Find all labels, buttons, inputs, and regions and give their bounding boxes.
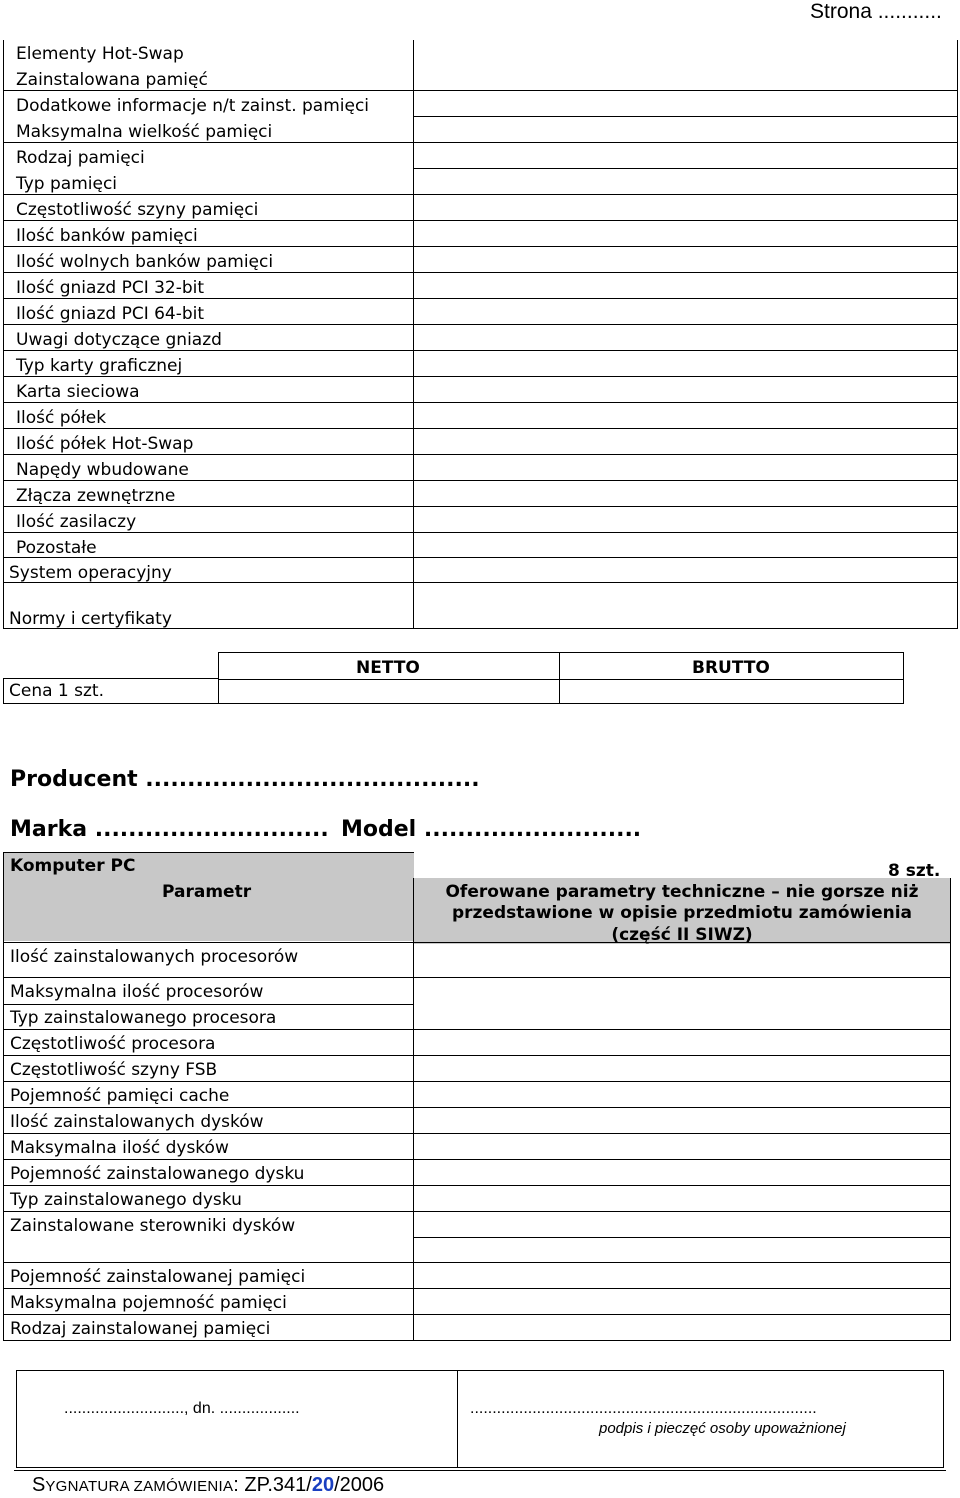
spec-row-label: Ilość gniazd PCI 64-bit bbox=[16, 304, 205, 324]
page-number-label: Strona ........... bbox=[810, 0, 942, 23]
spec-row-label: Złącza zewnętrzne bbox=[16, 486, 176, 506]
spec-row-label: Częstotliwość szyny pamięci bbox=[16, 200, 259, 220]
spec-row-label: Pozostałe bbox=[16, 538, 97, 558]
spec-row-label: Rodzaj zainstalowanej pamięci bbox=[10, 1319, 271, 1339]
spec-row-label: Ilość gniazd PCI 32-bit bbox=[16, 278, 205, 298]
spec-row-label: Dodatkowe informacje n/t zainst. pamięci bbox=[16, 96, 370, 116]
spec-row-label: Maksymalna wielkość pamięci bbox=[16, 122, 273, 142]
model-line: Model .......................... bbox=[341, 817, 642, 842]
spec-row-label: Normy i certyfikaty bbox=[9, 609, 172, 629]
spec-row-label: Ilość zainstalowanych procesorów bbox=[10, 947, 299, 967]
footer-prefix-initial: S bbox=[32, 1474, 46, 1496]
spec-row-label: Pojemność pamięci cache bbox=[10, 1086, 230, 1106]
offer-header-line: przedstawione w opisie przedmiotu zamówienia bbox=[451, 903, 913, 923]
spec-row-label: Napędy wbudowane bbox=[16, 460, 189, 480]
quantity-label: 8 szt. bbox=[888, 861, 941, 881]
spec-row-label: Zainstalowane sterowniki dysków bbox=[10, 1216, 296, 1236]
table-title: Komputer PC bbox=[10, 856, 136, 876]
netto-header: NETTO bbox=[356, 658, 420, 678]
spec-row-label: Rodzaj pamięci bbox=[16, 148, 145, 168]
order-signature-footer bbox=[32, 1474, 384, 1498]
spec-row-label: System operacyjny bbox=[9, 563, 172, 583]
spec-row-label: Typ karty graficznej bbox=[16, 356, 183, 376]
marka-line: Marka ............................ bbox=[10, 817, 329, 842]
footer-ref: : ZP.341/ bbox=[233, 1474, 312, 1496]
spec-row-label: Ilość półek bbox=[16, 408, 107, 428]
spec-row-label: Maksymalna ilość dysków bbox=[10, 1138, 229, 1158]
footer-year: /2006 bbox=[334, 1474, 385, 1496]
spec-row-label: Ilość wolnych banków pamięci bbox=[16, 252, 274, 272]
footer-number: 20 bbox=[311, 1474, 335, 1496]
spec-row-label: Ilość półek Hot-Swap bbox=[16, 434, 194, 454]
signature-caption: podpis i pieczęć osoby upoważnionej bbox=[599, 1420, 846, 1437]
producent-line: Producent ........................................ bbox=[10, 767, 480, 792]
signature-dots: .............................................................................. bbox=[470, 1400, 817, 1417]
spec-row-label: Maksymalna ilość procesorów bbox=[10, 982, 264, 1002]
spec-row-label: Ilość zasilaczy bbox=[16, 512, 137, 532]
offer-header-line: (część II SIWZ) bbox=[611, 925, 753, 945]
brutto-header: BRUTTO bbox=[692, 658, 770, 678]
spec-row-label: Ilość zainstalowanych dysków bbox=[10, 1112, 264, 1132]
spec-row-label: Typ zainstalowanego dysku bbox=[10, 1190, 242, 1210]
price-label: Cena 1 szt. bbox=[9, 681, 104, 701]
place-date-field: ..........................., dn. .................. bbox=[64, 1400, 300, 1417]
spec-row-label: Pojemność zainstalowanego dysku bbox=[10, 1164, 305, 1184]
spec-row-label: Częstotliwość procesora bbox=[10, 1034, 216, 1054]
spec-row-label: Zainstalowana pamięć bbox=[16, 70, 208, 90]
spec-row-label: Częstotliwość szyny FSB bbox=[10, 1060, 218, 1080]
footer-prefix-rest: YGNATURA ZAMÓWIENIA bbox=[45, 1478, 234, 1495]
spec-row-label: Uwagi dotyczące gniazd bbox=[16, 330, 222, 350]
spec-row-label: Pojemność zainstalowanej pamięci bbox=[10, 1267, 306, 1287]
spec-row-label: Ilość banków pamięci bbox=[16, 226, 198, 246]
offer-header-line: Oferowane parametry techniczne – nie gorsze niż bbox=[445, 882, 919, 902]
spec-row-label: Elementy Hot-Swap bbox=[16, 44, 184, 64]
spec-row-label: Typ pamięci bbox=[16, 174, 118, 194]
spec-row-label: Karta sieciowa bbox=[16, 382, 140, 402]
param-header: Parametr bbox=[162, 882, 252, 902]
spec-row-label: Typ zainstalowanego procesora bbox=[10, 1008, 277, 1028]
spec-row-label: Maksymalna pojemność pamięci bbox=[10, 1293, 287, 1313]
